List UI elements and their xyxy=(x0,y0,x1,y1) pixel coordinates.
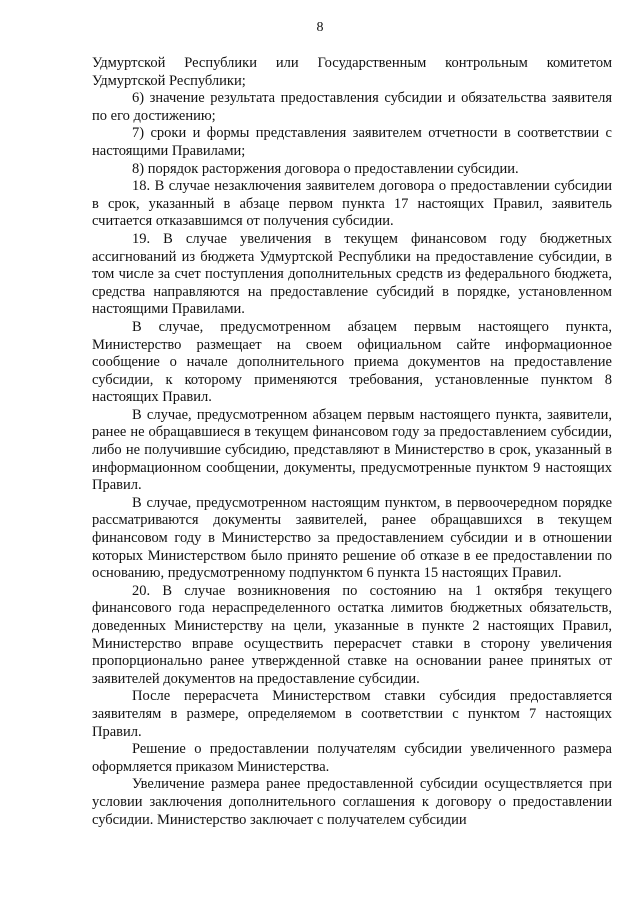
paragraph-item-7: 7) сроки и формы представления заявителем отчетности в соответствии с настоящими Правилами; xyxy=(92,125,612,159)
paragraph-clause-20: 20. В случае возникновения по состоянию на 1 октября текущего финансового года нераспределенного остатка лимитов бюджетных обязательств, доведенных Министерству на цели, указанные в пункте 2 настоящих Правил, Министерство вправе осуществить перерасчет ставки в сторону увеличения пропорционально ранее утвержденной ставке на основании ранее принятых от заявителей документов на предоставление субсидии. xyxy=(92,582,612,687)
paragraph-item-6: 6) значение результата предоставления субсидии и обязательства заявителя по его достижению; xyxy=(92,90,612,124)
page-number: 8 xyxy=(316,20,324,35)
paragraph-item-8: 8) порядок расторжения договора о предоставлении субсидии. xyxy=(132,160,519,177)
paragraph-clause-18: 18. В случае незаключения заявителем договора о предоставлении субсидии в срок, указанный в абзаце первом пункта 17 настоящих Правил, заявитель считается отказавшимся от получения субсидии. xyxy=(92,178,612,230)
paragraph-clause-20-part-4: Увеличение размера ранее предоставленной субсидии осуществляется при условии заключения дополнительного соглашения к договору о предоставлении субсидии. Министерство заключает с получателем субсидии xyxy=(92,776,612,828)
paragraph-clause-19-part-2: В случае, предусмотренном абзацем первым настоящего пункта, Министерство размещает на своем официальном сайте информационное сообщение о начале дополнительного приема документов на предоставление субсидии, к которому применяются требования, установленные пунктом 8 настоящих Правил. xyxy=(92,318,612,406)
paragraph-clause-20-part-2: После перерасчета Министерством ставки субсидия предоставляется заявителям в размере, определяемом в соответствии с пунктом 7 настоящих Правил. xyxy=(92,688,612,740)
document-body xyxy=(92,55,612,829)
paragraph-continuation: Удмуртской Республики или Государственным контрольным комитетом Удмуртской Республики; xyxy=(92,55,612,89)
paragraph-clause-19-part-3: В случае, предусмотренном абзацем первым настоящего пункта, заявители, ранее не обращавшиеся в текущем финансовом году за предоставлением субсидии, либо не получившие субсидию, представляют в Министерство в срок, указанный в информационном сообщении, документы, предусмотренные пунктом 9 настоящих Правил. xyxy=(92,406,612,494)
paragraph-clause-19: 19. В случае увеличения в текущем финансовом году бюджетных ассигнований из бюджета Удмуртской Республики на предоставление субсидии, в том числе за счет поступления дополнительных средств из федерального бюджета, средства направляются на предоставление субсидий в порядке, установленном настоящими Правилами. xyxy=(92,230,612,318)
paragraph-clause-19-part-4: В случае, предусмотренном настоящим пунктом, в первоочередном порядке рассматриваются документы заявителей, ранее обращавшихся в текущем финансовом году в Министерство за предоставлением субсидии и в отношении которых Министерством было принято решение об отказе в ее предоставлении по основанию, предусмотренному подпунктом 6 пункта 15 настоящих Правил. xyxy=(92,494,612,582)
paragraph-clause-20-part-3: Решение о предоставлении получателям субсидии увеличенного размера оформляется приказом Министерства. xyxy=(92,741,612,775)
